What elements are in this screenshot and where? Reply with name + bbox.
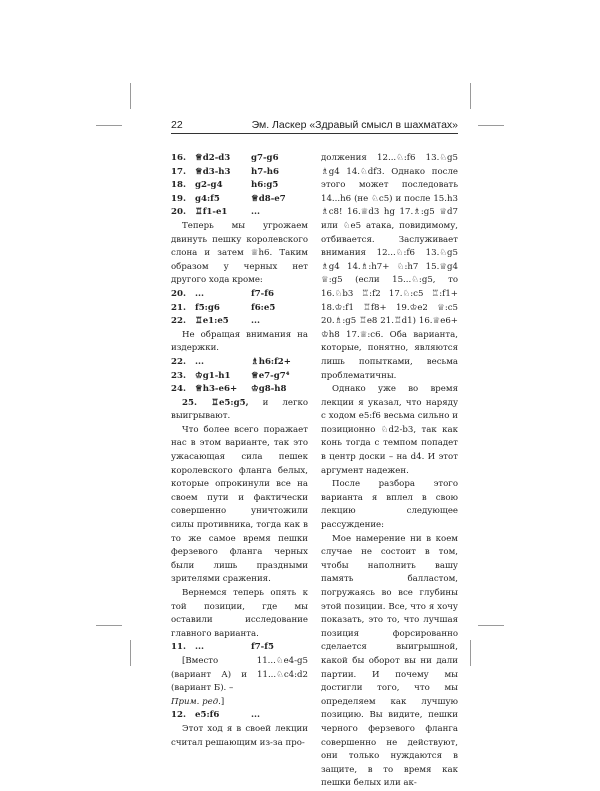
move-number: 12. bbox=[171, 710, 186, 721]
move-number: 24. bbox=[171, 384, 186, 395]
black-move: f7-f5 bbox=[251, 642, 274, 653]
left-column bbox=[171, 152, 308, 750]
black-move: h7-h6 bbox=[251, 166, 280, 177]
white-move: f5:g6 bbox=[195, 302, 220, 313]
bracket-close: ] bbox=[220, 696, 225, 707]
move-line bbox=[171, 206, 308, 220]
black-move: ♗h6:f2+ bbox=[251, 356, 291, 367]
white-move: ... bbox=[195, 288, 204, 299]
black-move: ♕d8-e7 bbox=[251, 193, 286, 204]
paragraph: Мое намерение ни в коем случае не состоит в том, чтобы наполнить вашу память балластом, погружаясь во все глубины этой позиции. Все, что я хочу показать, это то, что лучшая позиция форсированно сделается выигрышной, какой бы оборот вы ни дали партии. И почему мы достигли того, что мы определяем как лучшую позицию. Вы видите, пешки черного ферзевого фланга совершенно не действуют, они только нуждаются в защите, в то время как пешки белых или ак- bbox=[321, 533, 458, 789]
paragraph bbox=[171, 696, 308, 710]
paragraph: Однако уже во время лекции я указал, что наряду с ходом e5:f6 весьма сильно и позиционно ♘d2-b3, так как конь тогда с темпом попадет в центр доски – на d4. И этот аргумент надежен. bbox=[321, 384, 458, 476]
move-line bbox=[171, 302, 308, 316]
black-move: ♔g8-h8 bbox=[251, 384, 287, 395]
move-number: 20. bbox=[171, 207, 186, 218]
white-move: ♔g1-h1 bbox=[195, 370, 231, 381]
move-line bbox=[171, 641, 308, 655]
paragraph: [Вместо 11...♘e4-g5 (вариант А) и 11...♘c4:d2 (вариант Б). – bbox=[171, 655, 308, 694]
crop-mark-bottom-left bbox=[130, 640, 131, 666]
white-move: ... bbox=[195, 642, 204, 653]
running-title: Эм. Ласкер «Здравый смысл в шахматах» bbox=[251, 119, 458, 131]
black-move: g7-g6 bbox=[251, 153, 279, 163]
move-number: 22. bbox=[171, 356, 186, 367]
black-move: f6:e5 bbox=[251, 302, 276, 313]
move-line bbox=[171, 152, 308, 166]
crop-mark-right-bottom bbox=[478, 625, 504, 626]
move-number: 17. bbox=[171, 166, 186, 177]
crop-mark-top-right bbox=[470, 83, 471, 109]
crop-mark-left-top bbox=[96, 125, 122, 126]
paragraph: должения 12...♘:f6 13.♘g5 ♗g4 14.♘df3. Однако после этого может последовать 14...h6 (не ♘c5) и после 15.h3 ♗c8! 16.♕d3 hg 17.♗:g5 ♕d7 или ♘e5 атака, повидимому, отбивается. Заслуживает внимания 12...♘:f6 13.♘g5 ♗g4 14.♗:h7+ ♘:h7 15.♕g4 ♕:g5 (если 15...♘:g5, то 16.♘b3 ♖:f2 17.♘:c5 ♖:f1+ 18.♔:f1 ♖f8+ 19.♔e2 ♕:c5 20.♗:g5 ♖e8 21.♖d1) 16.♕e6+ ♔h8 17.♕:c6. Оба варианта, которые, понятно, являются лишь попытками, весьма проблематичны. bbox=[321, 153, 458, 381]
move-number: 16. bbox=[171, 153, 186, 163]
move-lead: 25. ♖e5:g5, bbox=[182, 397, 249, 408]
paragraph: Что более всего поражает нас в этом варианте, так это ужасающая сила пешек королевского фланга белых, которые опрокинули все на своем пути и фактически совершенно уничтожили силы противника, тогда как в то же самое время пешки ферзевого фланга черных были лишь праздными зрителями сражения. bbox=[171, 424, 308, 585]
paragraph: После разбора этого варианта я вплел в свою лекцию следующее рассуждение: bbox=[321, 479, 458, 531]
white-move: ♖e1:e5 bbox=[195, 316, 229, 327]
white-move: g2-g4 bbox=[195, 180, 223, 191]
black-move: ... bbox=[251, 207, 260, 218]
black-move: ... bbox=[251, 316, 260, 327]
paragraph: Вернемся теперь опять к той позиции, где мы оставили исследование главного варианта. bbox=[171, 588, 308, 639]
crop-mark-top-left bbox=[130, 83, 131, 109]
white-move: ♕d2-d3 bbox=[195, 153, 231, 163]
black-move: h6:g5 bbox=[251, 180, 279, 191]
paragraph: Не обращая внимания на издержки. bbox=[171, 329, 308, 354]
right-column bbox=[321, 152, 458, 791]
white-move: e5:f6 bbox=[195, 710, 220, 721]
move-line bbox=[171, 370, 308, 384]
editor-note: Прим. ред. bbox=[171, 696, 221, 707]
move-line bbox=[171, 315, 308, 329]
paragraph: Теперь мы угрожаем двинуть пешку королевского слона и затем ♕h6. Таким образом у черных нет другого хода кроме: bbox=[171, 220, 308, 286]
black-move: f7-f6 bbox=[251, 288, 274, 299]
running-header bbox=[171, 119, 458, 134]
paragraph bbox=[171, 397, 308, 424]
page-number: 22 bbox=[171, 119, 183, 131]
black-move: ... bbox=[251, 710, 260, 721]
move-line bbox=[171, 709, 308, 723]
move-number: 18. bbox=[171, 180, 186, 191]
move-line bbox=[171, 383, 308, 397]
crop-mark-right-top bbox=[478, 125, 504, 126]
black-move: ♕e7-g7⁴ bbox=[251, 370, 290, 381]
move-number: 21. bbox=[171, 302, 186, 313]
move-line bbox=[171, 288, 308, 302]
move-line bbox=[171, 356, 308, 370]
move-number: 23. bbox=[171, 370, 186, 381]
white-move: ♕d3-h3 bbox=[195, 166, 231, 177]
white-move: ♕h3-e6+ bbox=[195, 384, 238, 395]
white-move: g4:f5 bbox=[195, 193, 220, 204]
white-move: ... bbox=[195, 356, 204, 367]
move-line bbox=[171, 166, 308, 180]
paragraph-text: и легко выигрывают. bbox=[171, 397, 308, 422]
crop-mark-left-bottom bbox=[96, 625, 122, 626]
white-move: ♖f1-e1 bbox=[195, 207, 228, 218]
move-line bbox=[171, 193, 308, 207]
paragraph: Этот ход я в своей лекции считал решающим из-за про- bbox=[171, 723, 308, 748]
move-number: 22. bbox=[171, 316, 186, 327]
move-number: 19. bbox=[171, 193, 186, 204]
move-line bbox=[171, 179, 308, 193]
move-number: 20. bbox=[171, 288, 186, 299]
move-number: 11. bbox=[171, 642, 186, 653]
crop-mark-bottom-right bbox=[470, 640, 471, 666]
